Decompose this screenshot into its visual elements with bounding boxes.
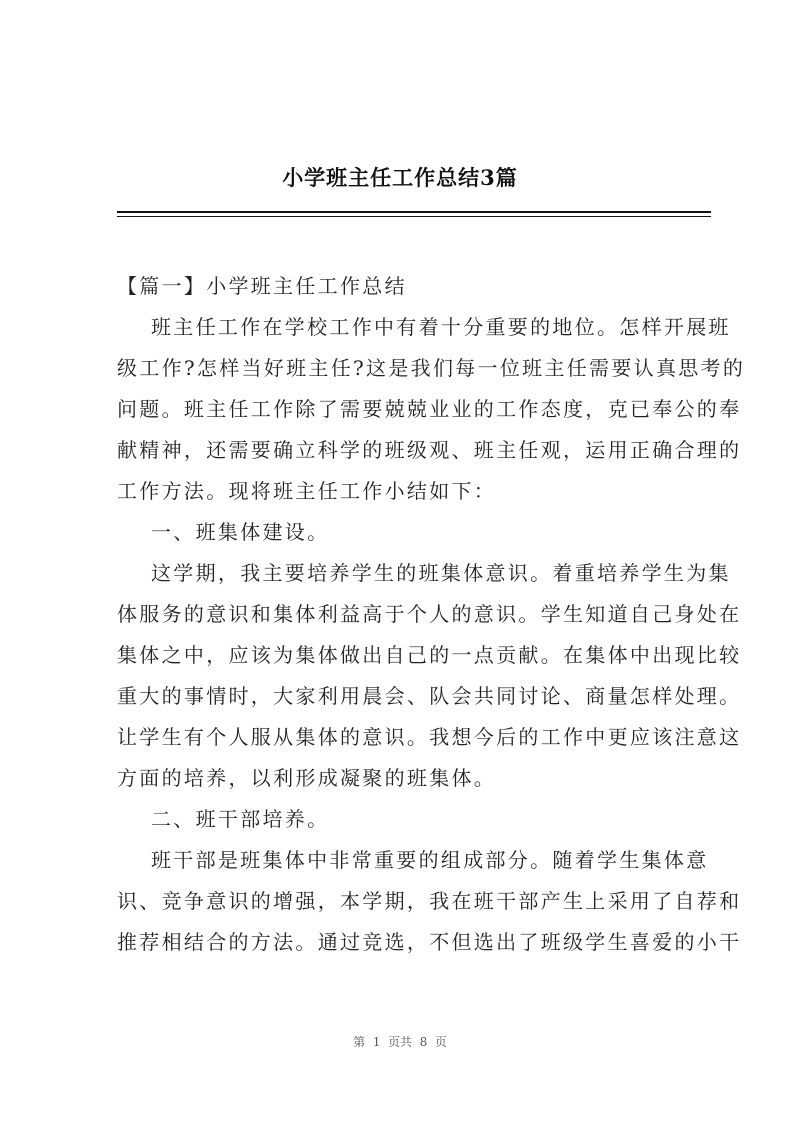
- paragraph-line: 方面的培养，以利形成凝聚的班集体。: [117, 766, 497, 790]
- paragraph-line: 体服务的意识和集体利益高于个人的意识。学生知道自己身处在: [117, 602, 742, 626]
- title-divider-thin: [117, 216, 711, 217]
- paragraph-line: 重大的事情时，大家利用晨会、队会共同讨论、商量怎样处理。: [117, 684, 742, 708]
- paragraph-line: 【篇一】小学班主任工作总结: [117, 274, 407, 298]
- title-divider-thick: [117, 211, 711, 213]
- paragraph-line: 这学期，我主要培养学生的班集体意识。着重培养学生为集: [151, 561, 731, 585]
- paragraph-line: 献精神，还需要确立科学的班级观、班主任观，运用正确合理的: [117, 438, 742, 462]
- paragraph-line: 班干部是班集体中非常重要的组成部分。随着学生集体意: [151, 848, 709, 872]
- document-title: 小学班主任工作总结3篇: [282, 165, 518, 190]
- paragraph-line: 问题。班主任工作除了需要兢兢业业的工作态度，克已奉公的奉: [117, 397, 742, 421]
- document-body: [117, 266, 746, 963]
- paragraph-line: 二、班干部培养。: [151, 807, 330, 831]
- paragraph-line: 一、班集体建设。: [151, 520, 330, 544]
- paragraph-line: 推荐相结合的方法。通过竞选，不但选出了班级学生喜爱的小干: [117, 930, 742, 954]
- paragraph-line: 工作方法。现将班主任工作小结如下：: [117, 479, 497, 503]
- paragraph-line: 集体之中，应该为集体做出自己的一点贡献。在集体中出现比较: [117, 643, 742, 667]
- paragraph-line: 级工作?怎样当好班主任?这是我们每一位班主任需要认真思考的: [117, 356, 746, 380]
- paragraph-line: 班主任工作在学校工作中有着十分重要的地位。怎样开展班: [151, 315, 731, 339]
- paragraph-line: 识、竞争意识的增强，本学期，我在班干部产生上采用了自荐和: [117, 889, 742, 913]
- page-footer: 第 1 页共 8 页: [353, 1035, 447, 1049]
- paragraph-line: 让学生有个人服从集体的意识。我想今后的工作中更应该注意这: [117, 725, 742, 749]
